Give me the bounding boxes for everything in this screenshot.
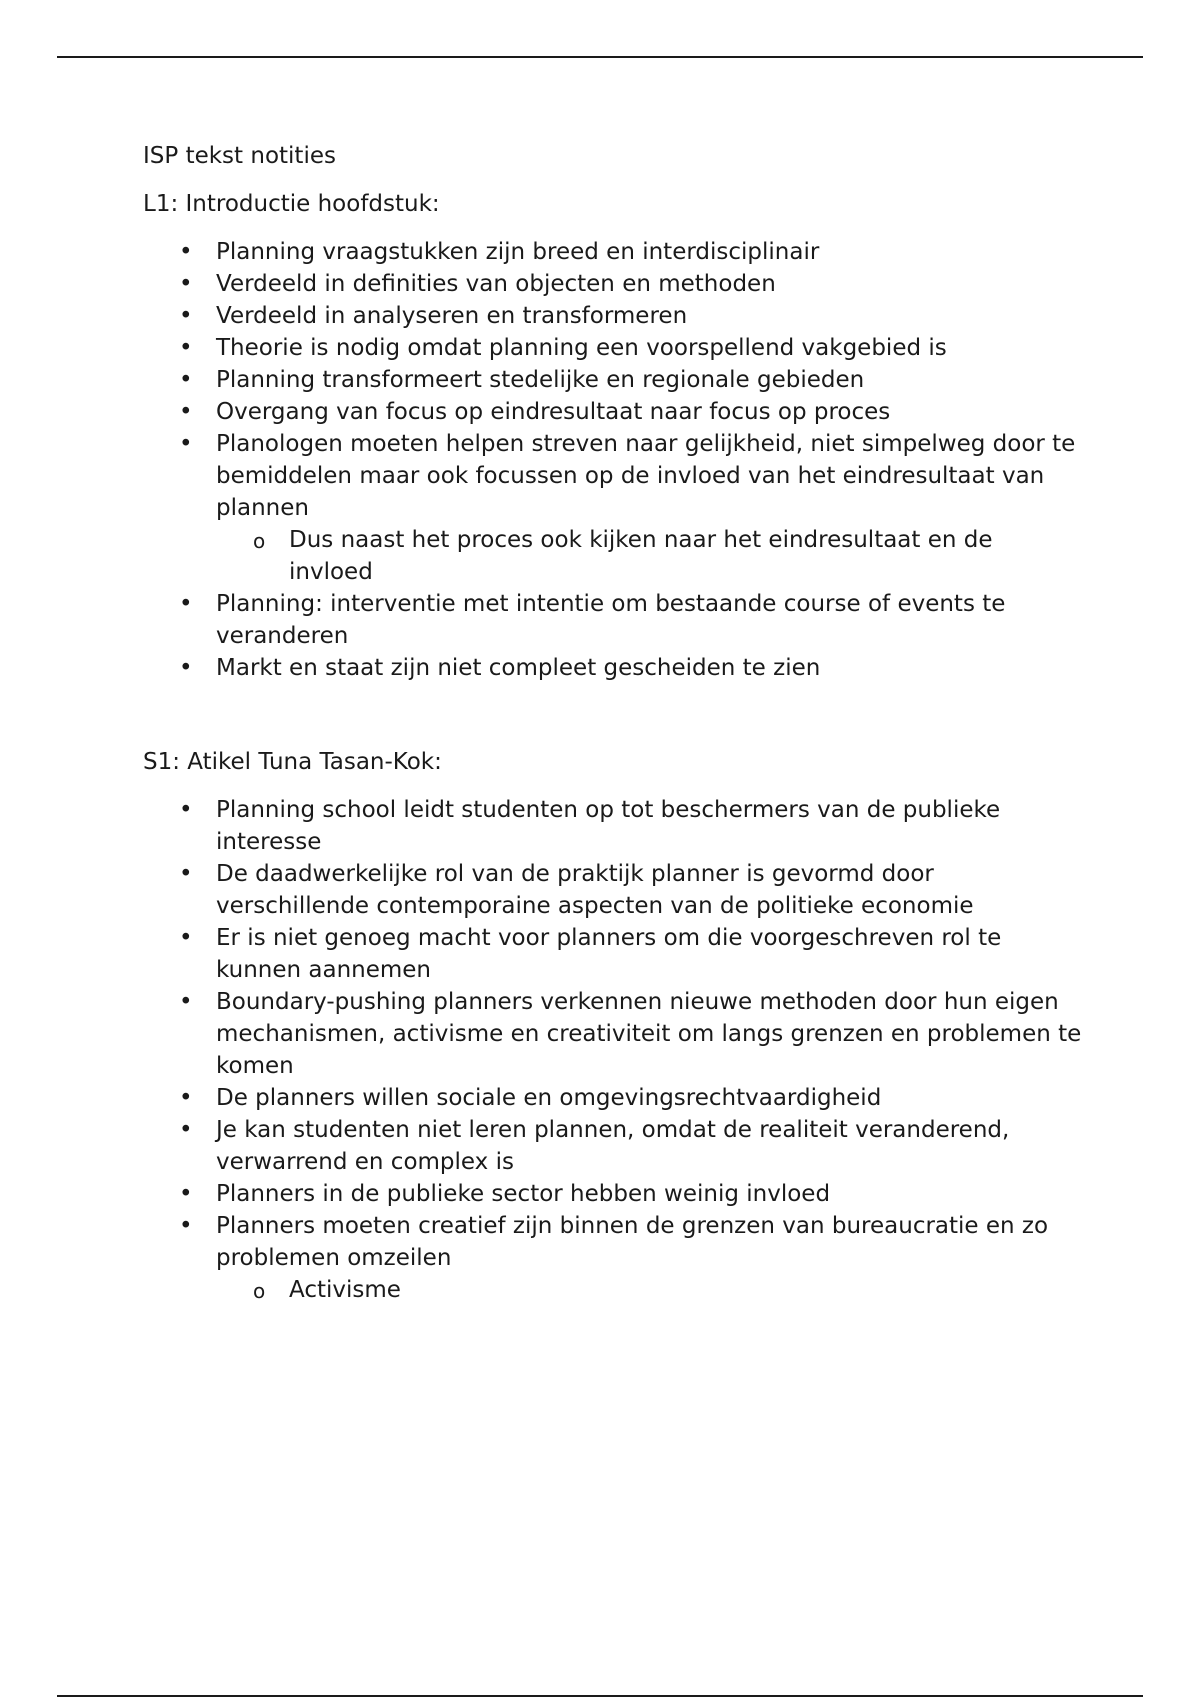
list-item bbox=[143, 588, 1083, 652]
section-spacer bbox=[143, 684, 1083, 746]
bullet-list-s1 bbox=[143, 794, 1083, 1306]
document-body bbox=[143, 140, 1083, 1306]
list-item-text: De planners willen sociale en omgevingsrechtvaardigheid bbox=[216, 1085, 882, 1111]
list-item bbox=[143, 794, 1083, 858]
sub-list-item bbox=[216, 1274, 1083, 1306]
list-item-text: Verdeeld in analyseren en transformeren bbox=[216, 303, 688, 329]
list-item bbox=[143, 428, 1083, 588]
document-title: ISP tekst notities bbox=[143, 143, 336, 169]
sub-list bbox=[216, 524, 1083, 588]
bullet-icon: • bbox=[179, 655, 193, 681]
bullet-icon: • bbox=[179, 239, 193, 265]
sub-bullet-icon: o bbox=[253, 529, 266, 553]
list-item-text: Boundary-pushing planners verkennen nieuwe methoden door hun eigen mechanismen, activisme en creativiteit om langs grenzen en problemen te komen bbox=[216, 989, 1082, 1079]
list-item bbox=[143, 986, 1083, 1082]
sub-bullet-icon: o bbox=[253, 1279, 266, 1303]
bullet-icon: • bbox=[179, 1213, 193, 1239]
list-item-text: Je kan studenten niet leren plannen, omdat de realiteit veranderend, verwarrend en complex is bbox=[216, 1117, 1010, 1175]
list-item-text: Verdeeld in definities van objecten en methoden bbox=[216, 271, 776, 297]
bullet-icon: • bbox=[179, 399, 193, 425]
list-item-text: Planning vraagstukken zijn breed en interdisciplinair bbox=[216, 239, 820, 265]
list-item bbox=[143, 1082, 1083, 1114]
bullet-icon: • bbox=[179, 303, 193, 329]
header-rule bbox=[57, 56, 1143, 58]
list-item bbox=[143, 332, 1083, 364]
list-item-text: Planning transformeert stedelijke en regionale gebieden bbox=[216, 367, 865, 393]
bullet-icon: • bbox=[179, 431, 193, 457]
list-item-text: Planners moeten creatief zijn binnen de grenzen van bureaucratie en zo problemen omzeilen bbox=[216, 1213, 1049, 1271]
list-item bbox=[143, 236, 1083, 268]
list-item bbox=[143, 1210, 1083, 1306]
bullet-icon: • bbox=[179, 861, 193, 887]
bullet-icon: • bbox=[179, 271, 193, 297]
list-item-text: Markt en staat zijn niet compleet gescheiden te zien bbox=[216, 655, 821, 681]
list-item bbox=[143, 858, 1083, 922]
footer-rule bbox=[57, 1695, 1143, 1697]
bullet-icon: • bbox=[179, 989, 193, 1015]
list-item bbox=[143, 922, 1083, 986]
sub-list bbox=[216, 1274, 1083, 1306]
bullet-icon: • bbox=[179, 925, 193, 951]
bullet-icon: • bbox=[179, 335, 193, 361]
list-item-text: Overgang van focus op eindresultaat naar focus op proces bbox=[216, 399, 891, 425]
list-item bbox=[143, 300, 1083, 332]
bullet-icon: • bbox=[179, 591, 193, 617]
bullet-icon: • bbox=[179, 797, 193, 823]
bullet-icon: • bbox=[179, 1117, 193, 1143]
list-item-text: Planners in de publieke sector hebben weinig invloed bbox=[216, 1181, 831, 1207]
section-heading-l1: L1: Introductie hoofdstuk: bbox=[143, 191, 440, 217]
list-item-text: Planologen moeten helpen streven naar gelijkheid, niet simpelweg door te bemiddelen maar ook focussen op de invloed van het eindresultaat van plannen bbox=[216, 431, 1076, 521]
list-item bbox=[143, 364, 1083, 396]
list-item bbox=[143, 396, 1083, 428]
list-item bbox=[143, 652, 1083, 684]
bullet-icon: • bbox=[179, 367, 193, 393]
list-item-text: Planning school leidt studenten op tot beschermers van de publieke interesse bbox=[216, 797, 1001, 855]
list-item bbox=[143, 268, 1083, 300]
sub-list-item-text: Dus naast het proces ook kijken naar het eindresultaat en de invloed bbox=[289, 527, 993, 585]
list-item-text: De daadwerkelijke rol van de praktijk planner is gevormd door verschillende contemporaine aspecten van de politieke economie bbox=[216, 861, 974, 919]
bullet-icon: • bbox=[179, 1181, 193, 1207]
bullet-list-l1 bbox=[143, 236, 1083, 684]
list-item bbox=[143, 1114, 1083, 1178]
list-item-text: Planning: interventie met intentie om bestaande course of events te veranderen bbox=[216, 591, 1006, 649]
section-heading-s1: S1: Atikel Tuna Tasan-Kok: bbox=[143, 749, 442, 775]
sub-list-item-text: Activisme bbox=[289, 1277, 401, 1303]
list-item bbox=[143, 1178, 1083, 1210]
sub-list-item bbox=[216, 524, 1083, 588]
list-item-text: Theorie is nodig omdat planning een voorspellend vakgebied is bbox=[216, 335, 947, 361]
list-item-text: Er is niet genoeg macht voor planners om die voorgeschreven rol te kunnen aannemen bbox=[216, 925, 1002, 983]
bullet-icon: • bbox=[179, 1085, 193, 1111]
